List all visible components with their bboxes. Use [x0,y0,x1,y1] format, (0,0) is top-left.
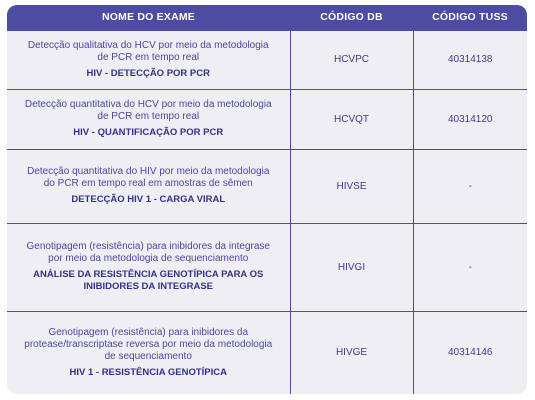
exam-cell [7,223,290,311]
code-tuss: 40314120 [413,89,527,149]
code-tuss: 40314146 [413,311,527,394]
header-exam-name: NOME DO EXAME [101,11,196,24]
exam-cell [7,89,290,149]
header-code-tuss: CÓDIGO TUSS [432,11,508,24]
exam-cell [7,30,290,89]
table-row [7,311,527,394]
table-header [7,5,527,30]
table-row [7,30,527,89]
code-db: HIVGE [290,311,413,394]
code-db: HIVGI [290,223,413,311]
exam-description: Genotipagem (resistência) para inibidores da protease/transcriptase reversa por meio da metodologia de sequenciamento [24,326,273,362]
exam-name: ANÁLISE DA RESISTÊNCIA GENOTÍPICA PARA OS INIBIDORES DA INTEGRASE [33,269,264,292]
exam-name: HIV - QUANTIFICAÇÃO POR PCR [73,127,224,138]
exam-cell [7,149,290,223]
exam-table [7,5,527,394]
code-db: HIVSE [290,149,413,223]
table-row [7,223,527,311]
code-tuss: 40314138 [413,30,527,89]
code-tuss: - [413,223,527,311]
table-row [7,89,527,149]
exam-description: Detecção quantitativa do HIV por meio da metodologia do PCR em tempo real em amostras de sêmen [27,166,270,189]
table-row [7,149,527,223]
exam-table-card [7,5,527,394]
code-db: HCVQT [290,89,413,149]
exam-description: Detecção qualitativa do HCV por meio da metodologia de PCR em tempo real [27,39,269,63]
exam-description: Detecção quantitativa do HCV por meio da metodologia de PCR em tempo real [24,99,272,122]
exam-cell [7,311,290,394]
exam-name: DETECÇÃO HIV 1 - CARGA VIRAL [71,194,226,205]
header-row [7,5,527,30]
exam-name: HIV 1 - RESISTÊNCIA GENOTÍPICA [69,366,227,378]
table-body [7,30,527,394]
exam-description: Genotipagem (resistência) para inibidores da integrase por meio da metodologia de sequenciamento [26,241,270,264]
header-code-db: CÓDIGO DB [320,11,383,24]
code-tuss: - [413,149,527,223]
exam-name: HIV - DETECÇÃO POR PCR [86,67,210,79]
code-db: HCVPC [290,30,413,89]
